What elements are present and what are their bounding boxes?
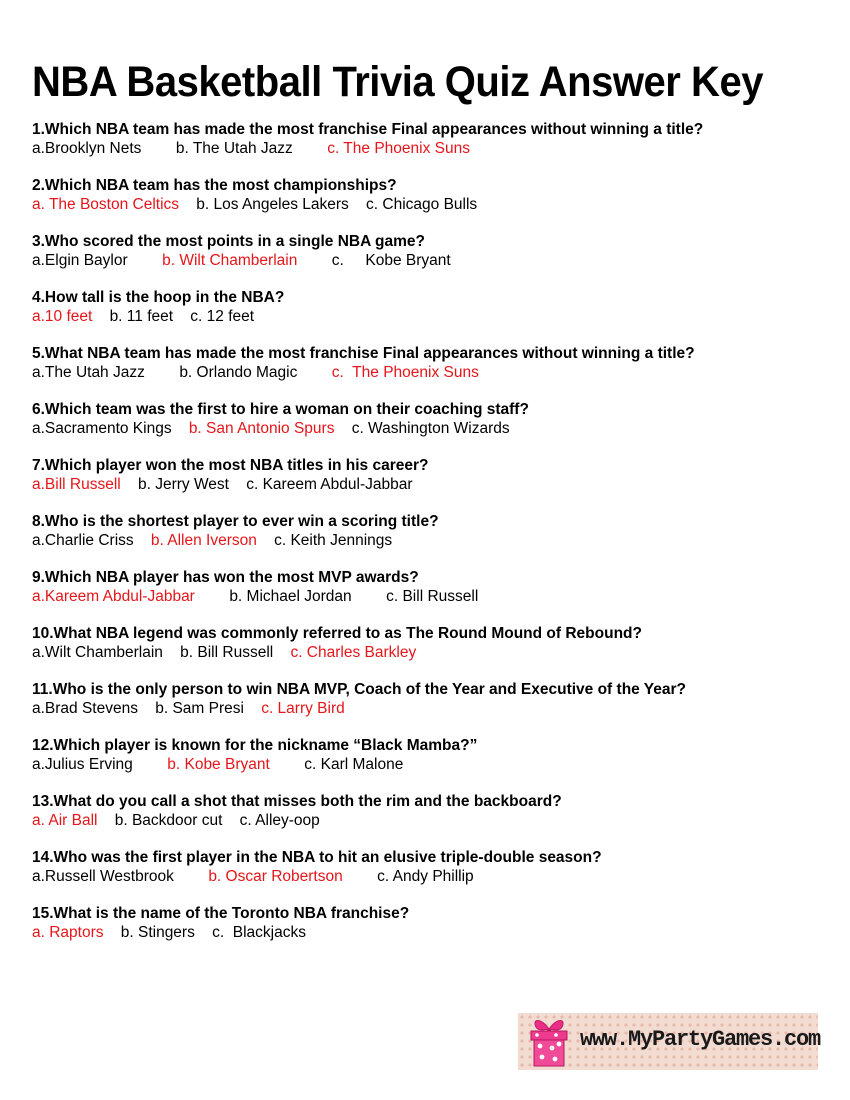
answer-option: a.The Utah Jazz	[32, 364, 145, 381]
website-url[interactable]: www.MyPartyGames.com	[580, 1027, 821, 1052]
option-gap	[195, 924, 212, 941]
option-gap	[121, 476, 138, 493]
answer-option: c. Karl Malone	[304, 756, 404, 773]
answer-options	[32, 419, 832, 439]
question-item	[32, 737, 832, 793]
answer-option: b. Stingers	[120, 924, 195, 941]
question-item	[32, 849, 832, 905]
option-gap	[297, 252, 331, 269]
question-text: 1.Which NBA team has made the most franchise Final appearances without winning a title?	[32, 121, 704, 138]
gift-box-icon	[526, 1015, 572, 1069]
answer-option: a.Charlie Criss	[32, 532, 134, 549]
option-gap	[343, 868, 377, 885]
option-gap	[349, 196, 366, 213]
answer-option: a.Wilt Chamberlain	[32, 644, 163, 661]
option-gap	[257, 532, 274, 549]
answer-option: c. Chicago Bulls	[366, 196, 478, 213]
question-item	[32, 625, 832, 681]
question-item	[32, 345, 832, 401]
option-gap	[104, 924, 121, 941]
option-gap	[174, 868, 208, 885]
answer-option: b. Jerry West	[137, 476, 229, 493]
option-gap	[92, 308, 109, 325]
option-gap	[293, 140, 327, 157]
option-gap	[222, 812, 239, 829]
correct-answer-option: a.10 feet	[32, 308, 93, 325]
answer-options	[32, 475, 832, 495]
correct-answer-option: a. Raptors	[32, 924, 104, 941]
question-list	[32, 121, 832, 961]
answer-options	[32, 923, 832, 943]
answer-options	[32, 195, 832, 215]
answer-options	[32, 251, 832, 271]
answer-option: b. Orlando Magic	[179, 364, 298, 381]
correct-answer-option: b. Oscar Robertson	[208, 868, 343, 885]
correct-answer-option: b. San Antonio Spurs	[188, 420, 335, 437]
question-item	[32, 513, 832, 569]
answer-options	[32, 811, 832, 831]
question-text: 10.What NBA legend was commonly referred to as The Round Mound of Rebound?	[32, 625, 642, 642]
correct-answer-option: b. Wilt Chamberlain	[162, 252, 298, 269]
question-text: 8.Who is the shortest player to ever win a scoring title?	[32, 513, 439, 530]
option-gap	[273, 644, 290, 661]
answer-options	[32, 643, 832, 663]
answer-option: b. The Utah Jazz	[175, 140, 293, 157]
answer-option: c. 12 feet	[190, 308, 255, 325]
question-item	[32, 457, 832, 513]
page-title: NBA Basketball Trivia Quiz Answer Key	[32, 58, 764, 106]
answer-option: b. Backdoor cut	[114, 812, 223, 829]
answer-option: b. Sam Presi	[155, 700, 244, 717]
option-gap	[173, 308, 190, 325]
answer-option: c. Kobe Bryant	[331, 252, 451, 269]
option-gap	[179, 196, 196, 213]
option-gap	[163, 644, 180, 661]
question-text: 14.Who was the first player in the NBA to hit an elusive triple-double season?	[32, 849, 602, 866]
question-text: 7.Which player won the most NBA titles in his career?	[32, 457, 429, 474]
correct-answer-option: c. Larry Bird	[261, 700, 345, 717]
question-item	[32, 905, 832, 961]
answer-option: a.Elgin Baylor	[32, 252, 128, 269]
answer-option: c. Bill Russell	[386, 588, 479, 605]
answer-option: a.Julius Erving	[32, 756, 133, 773]
option-gap	[97, 812, 114, 829]
answer-options	[32, 307, 832, 327]
option-gap	[334, 420, 351, 437]
answer-option: a.Brad Stevens	[32, 700, 138, 717]
option-gap	[138, 700, 155, 717]
correct-answer-option: c. Charles Barkley	[290, 644, 417, 661]
question-text: 12.Which player is known for the nickname “Black Mamba?”	[32, 737, 478, 754]
question-item	[32, 793, 832, 849]
answer-option: b. Los Angeles Lakers	[196, 196, 349, 213]
question-item	[32, 233, 832, 289]
answer-option: c. Alley-oop	[239, 812, 320, 829]
option-gap	[270, 756, 304, 773]
option-gap	[229, 476, 246, 493]
answer-option: a.Russell Westbrook	[32, 868, 174, 885]
correct-answer-option: a.Bill Russell	[32, 476, 121, 493]
question-text: 9.Which NBA player has won the most MVP awards?	[32, 569, 419, 586]
option-gap	[352, 588, 386, 605]
question-text: 5.What NBA team has made the most franchise Final appearances without winning a title?	[32, 345, 695, 362]
question-item	[32, 569, 832, 625]
question-item	[32, 289, 832, 345]
answer-option: b. 11 feet	[109, 308, 174, 325]
question-text: 15.What is the name of the Toronto NBA franchise?	[32, 905, 410, 922]
option-gap	[134, 532, 151, 549]
question-text: 11.Who is the only person to win NBA MVP, Coach of the Year and Executive of the Year?	[32, 681, 687, 698]
question-text: 6.Which team was the first to hire a woman on their coaching staff?	[32, 401, 529, 418]
answer-option: c. Kareem Abdul-Jabbar	[246, 476, 413, 493]
answer-options	[32, 363, 832, 383]
correct-answer-option: a. Air Ball	[32, 812, 98, 829]
option-gap	[145, 364, 179, 381]
correct-answer-option: b. Kobe Bryant	[167, 756, 270, 773]
answer-option: b. Bill Russell	[180, 644, 274, 661]
answer-option: c. Blackjacks	[212, 924, 306, 941]
option-gap	[195, 588, 229, 605]
question-item	[32, 401, 832, 457]
question-text: 3.Who scored the most points in a single NBA game?	[32, 233, 426, 250]
option-gap	[244, 700, 261, 717]
option-gap	[172, 420, 189, 437]
answer-option: c. Washington Wizards	[351, 420, 510, 437]
answer-option: a.Sacramento Kings	[32, 420, 172, 437]
answer-option: c. Keith Jennings	[274, 532, 393, 549]
correct-answer-option: b. Allen Iverson	[150, 532, 257, 549]
website-badge	[518, 1013, 821, 1070]
option-gap	[128, 252, 162, 269]
answer-option: a.Brooklyn Nets	[32, 140, 142, 157]
option-gap	[133, 756, 167, 773]
correct-answer-option: a. The Boston Celtics	[32, 196, 180, 213]
answer-options	[32, 755, 832, 775]
answer-options	[32, 699, 832, 719]
correct-answer-option: c. The Phoenix Suns	[327, 140, 470, 157]
question-item	[32, 121, 832, 177]
question-item	[32, 681, 832, 737]
answer-options	[32, 587, 832, 607]
correct-answer-option: a.Kareem Abdul-Jabbar	[32, 588, 195, 605]
option-gap	[141, 140, 175, 157]
question-item	[32, 177, 832, 233]
question-text: 4.How tall is the hoop in the NBA?	[32, 289, 285, 306]
question-text: 13.What do you call a shot that misses both the rim and the backboard?	[32, 793, 562, 810]
question-text: 2.Which NBA team has the most championships?	[32, 177, 397, 194]
correct-answer-option: c. The Phoenix Suns	[331, 364, 479, 381]
option-gap	[297, 364, 331, 381]
answer-options	[32, 867, 832, 887]
answer-options	[32, 139, 832, 159]
answer-options	[32, 531, 832, 551]
answer-option: c. Andy Phillip	[377, 868, 474, 885]
answer-option: b. Michael Jordan	[229, 588, 352, 605]
